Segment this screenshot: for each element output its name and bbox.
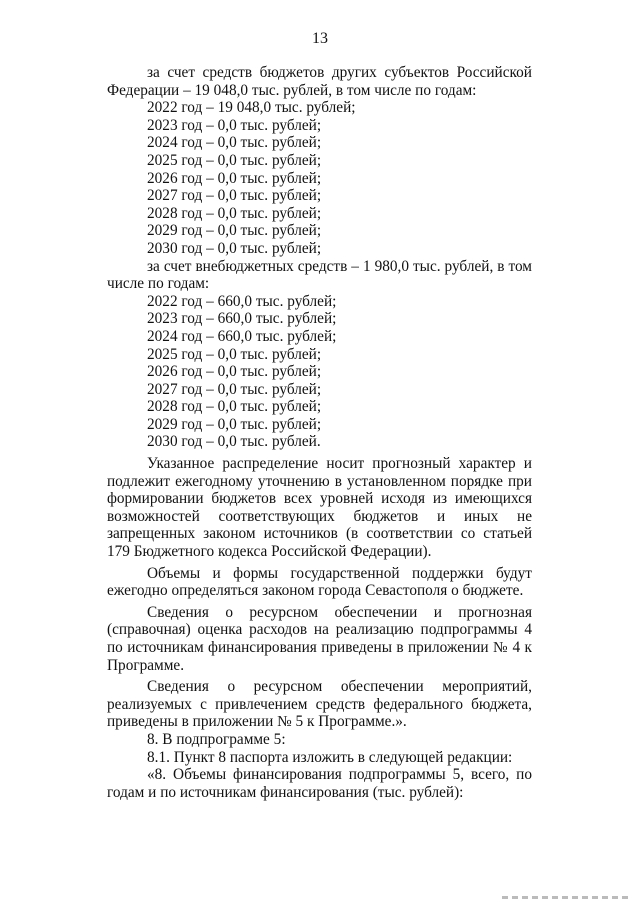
year-line: 2026 год – 0,0 тыс. рублей; <box>147 169 322 187</box>
year-line: 2022 год – 19 048,0 тыс. рублей; <box>147 99 356 117</box>
year-line: 2029 год – 0,0 тыс. рублей; <box>147 415 322 433</box>
year-line: 2025 год – 0,0 тыс. рублей; <box>147 151 322 169</box>
paragraph-extrabudget-funding: за счет внебюджетных средств – 1 980,0 тыс. рублей, в том числе по годам: <box>107 257 532 293</box>
paragraph-item-8-1: 8.1. Пункт 8 паспорта изложить в следующей редакции: <box>147 748 513 766</box>
year-line: 2025 год – 0,0 тыс. рублей; <box>147 345 322 363</box>
year-line: 2022 год – 660,0 тыс. рублей; <box>147 292 337 310</box>
paragraph-subprogram-5-heading: 8. В подпрограмме 5: <box>147 730 286 748</box>
year-line: 2027 год – 0,0 тыс. рублей; <box>147 187 322 205</box>
year-line: 2023 год – 0,0 тыс. рублей; <box>147 116 322 134</box>
paragraph-quote-item-8: «8. Объемы финансирования подпрограммы 5, всего, по годам и по источникам финансирования (тыс. рублей): <box>107 766 532 801</box>
page-number: 13 <box>312 30 328 47</box>
year-line: 2030 год – 0,0 тыс. рублей; <box>147 239 322 257</box>
year-line: 2029 год – 0,0 тыс. рублей; <box>147 222 322 240</box>
year-line: 2026 год – 0,0 тыс. рублей; <box>147 363 322 381</box>
year-line: 2027 год – 0,0 тыс. рублей; <box>147 380 322 398</box>
document-body <box>107 64 532 801</box>
year-line: 2028 год – 0,0 тыс. рублей; <box>147 204 322 222</box>
year-line: 2024 год – 660,0 тыс. рублей; <box>147 327 337 345</box>
year-line: 2023 год – 660,0 тыс. рублей; <box>147 310 337 328</box>
paragraph-resource-info-appendix-4: Сведения о ресурсном обеспечении и прогнозная (справочная) оценка расходов на реализацию подпрограммы 4 по источникам финансирования приведены в приложении № 4 к Программе. <box>107 603 532 674</box>
scan-edge-mark <box>502 896 632 899</box>
year-line: 2030 год – 0,0 тыс. рублей. <box>147 433 321 451</box>
year-line: 2028 год – 0,0 тыс. рублей; <box>147 398 322 416</box>
paragraph-other-subjects-funding: за счет средств бюджетов других субъектов Российской Федерации – 19 048,0 тыс. рублей, в том числе по годам: <box>107 64 532 99</box>
paragraph-resource-info-appendix-5: Сведения о ресурсном обеспечении мероприятий, реализуемых с привлечением средств федерального бюджета, приведены в приложении № 5 к Программе.». <box>107 678 532 731</box>
year-line: 2024 год – 0,0 тыс. рублей; <box>147 134 322 152</box>
paragraph-forecast-note: Указанное распределение носит прогнозный характер и подлежит ежегодному уточнению в установленном порядке при формировании бюджетов всех уровней исходя из имеющихся возможностей соответствующих бюджетов и иных не запрещенных законом источников (в соответствии со статьей 179 Бюджетного кодекса Российской Федерации). <box>107 455 532 561</box>
paragraph-state-support: Объемы и формы государственной поддержки будут ежегодно определяться законом города Севастополя о бюджете. <box>107 564 532 600</box>
